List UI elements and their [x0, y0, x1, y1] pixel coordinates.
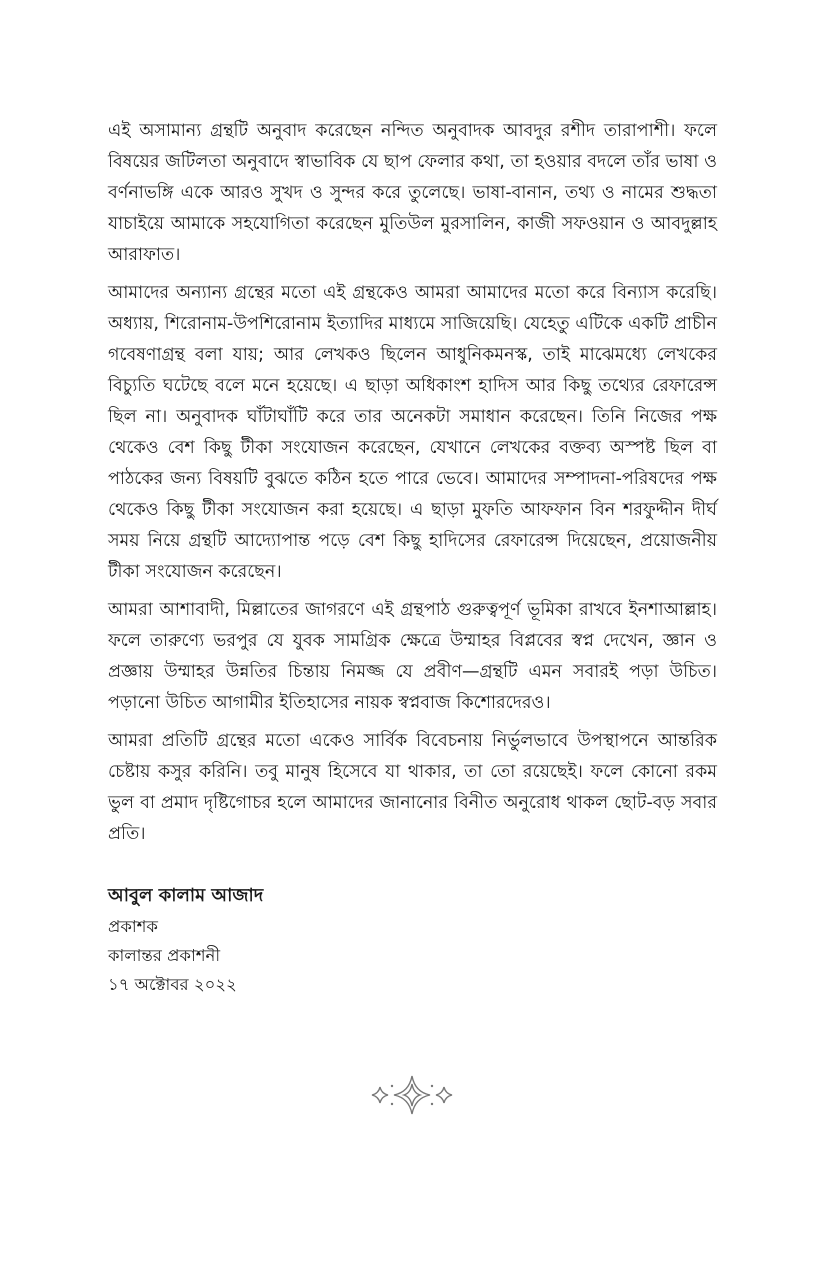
signature-block: [108, 880, 717, 999]
signature-publisher: কালান্তর প্রকাশনী: [108, 946, 221, 965]
paragraph-translation-credits: এই অসামান্য গ্রন্থটি অনুবাদ করেছেন নন্দিত অনুবাদক আবদুর রশীদ তারাপাশী। ফলে বিষয়ের জটিলতা অনুবাদে স্বাভাবিক যে ছাপ ফেলার কথা, তা হওয়ার বদলে তাঁর ভাষা ও বর্ণনাভঙ্গি একে আরও সুখদ ও সুন্দর করে তুলেছে। ভাষা-বানান, তথ্য ও নামের শুদ্ধতা যাচাইয়ে আমাকে সহযোগিতা করেছেন মুতিউল মুরসালিন, কাজী সফওয়ান ও আবদুল্লাহ আরাফাত।: [108, 121, 717, 265]
signature-date: ১৭ অক্টোবর ২০২২: [108, 975, 237, 994]
paragraph-request: আমরা প্রতিটি গ্রন্থের মতো একেও সার্বিক বিবেচনায় নির্ভুলভাবে উপস্থাপনে আন্তরিক চেষ্টায় কসুর করিনি। তবু মানুষ হিসেবে যা থাকার, তা তো রয়েছেই। ফলে কোনো রকম ভুল বা প্রমাদ দৃষ্টিগোচর হলে আমাদের জানানোর বিনীত অনুরোধ থাকল ছোট-বড় সবার প্রতি।: [108, 731, 717, 844]
paragraph-hope: আমরা আশাবাদী, মিল্লাতের জাগরণে এই গ্রন্থপাঠ গুরুত্বপূর্ণ ভূমিকা রাখবে ইনশাআল্লাহ। ফলে তারুণ্যে ভরপুর যে যুবক সামগ্রিক ক্ষেত্রে উম্মাহর বিপ্লবের স্বপ্ন দেখেন, জ্ঞান ও প্রজ্ঞায় উম্মাহর উন্নতির চিন্তায় নিমজ্জ যে প্রবীণ—গ্রন্থটি এমন সবারই পড়া উচিত। পড়ানো উচিত আগামীর ইতিহাসের নায়ক স্বপ্নবাজ কিশোরদেরও।: [108, 600, 717, 713]
page-body: [108, 116, 717, 999]
signature-name: আবুল কালাম আজাদ: [108, 885, 264, 906]
signature-role: প্রকাশক: [108, 917, 158, 936]
paragraph-editing-notes: আমাদের অন্যান্য গ্রন্থের মতো এই গ্রন্থকেও আমরা আমাদের মতো করে বিন্যাস করেছি। অধ্যায়, শিরোনাম-উপশিরোনাম ইত্যাদির মাধ্যমে সাজিয়েছি। যেহেতু এটিকে একটি প্রাচীন গবেষণাগ্রন্থ বলা যায়; আর লেখকও ছিলেন আধুনিকমনস্ক, তাই মাঝেমধ্যে লেখকের বিচ্যুতি ঘটেছে বলে মনে হয়েছে। এ ছাড়া অধিকাংশ হাদিস আর কিছু তথ্যের রেফারেন্স ছিল না। অনুবাদক ঘাঁটাঘাঁটি করে তার অনেকটা সমাধান করেছেন। তিনি নিজের পক্ষ থেকেও বেশ কিছু টীকা সংযোজন করেছেন, যেখানে লেখকের বক্তব্য অস্পষ্ট ছিল বা পাঠকের জন্য বিষয়টি বুঝতে কঠিন হতে পারে ভেবে। আমাদের সম্পাদনা-পরিষদের পক্ষ থেকেও কিছু টীকা সংযোজন করা হয়েছে। এ ছাড়া মুফতি আফফান বিন শরফুদ্দীন দীর্ঘ সময় নিয়ে গ্রন্থটি আদ্যোপান্ত পড়ে বেশ কিছু হাদিসের রেফারেন্স দিয়েছেন, প্রয়োজনীয় টীকা সংযোজন করেছেন।: [108, 283, 717, 582]
diamond-star-ornament-icon: [362, 1070, 462, 1120]
